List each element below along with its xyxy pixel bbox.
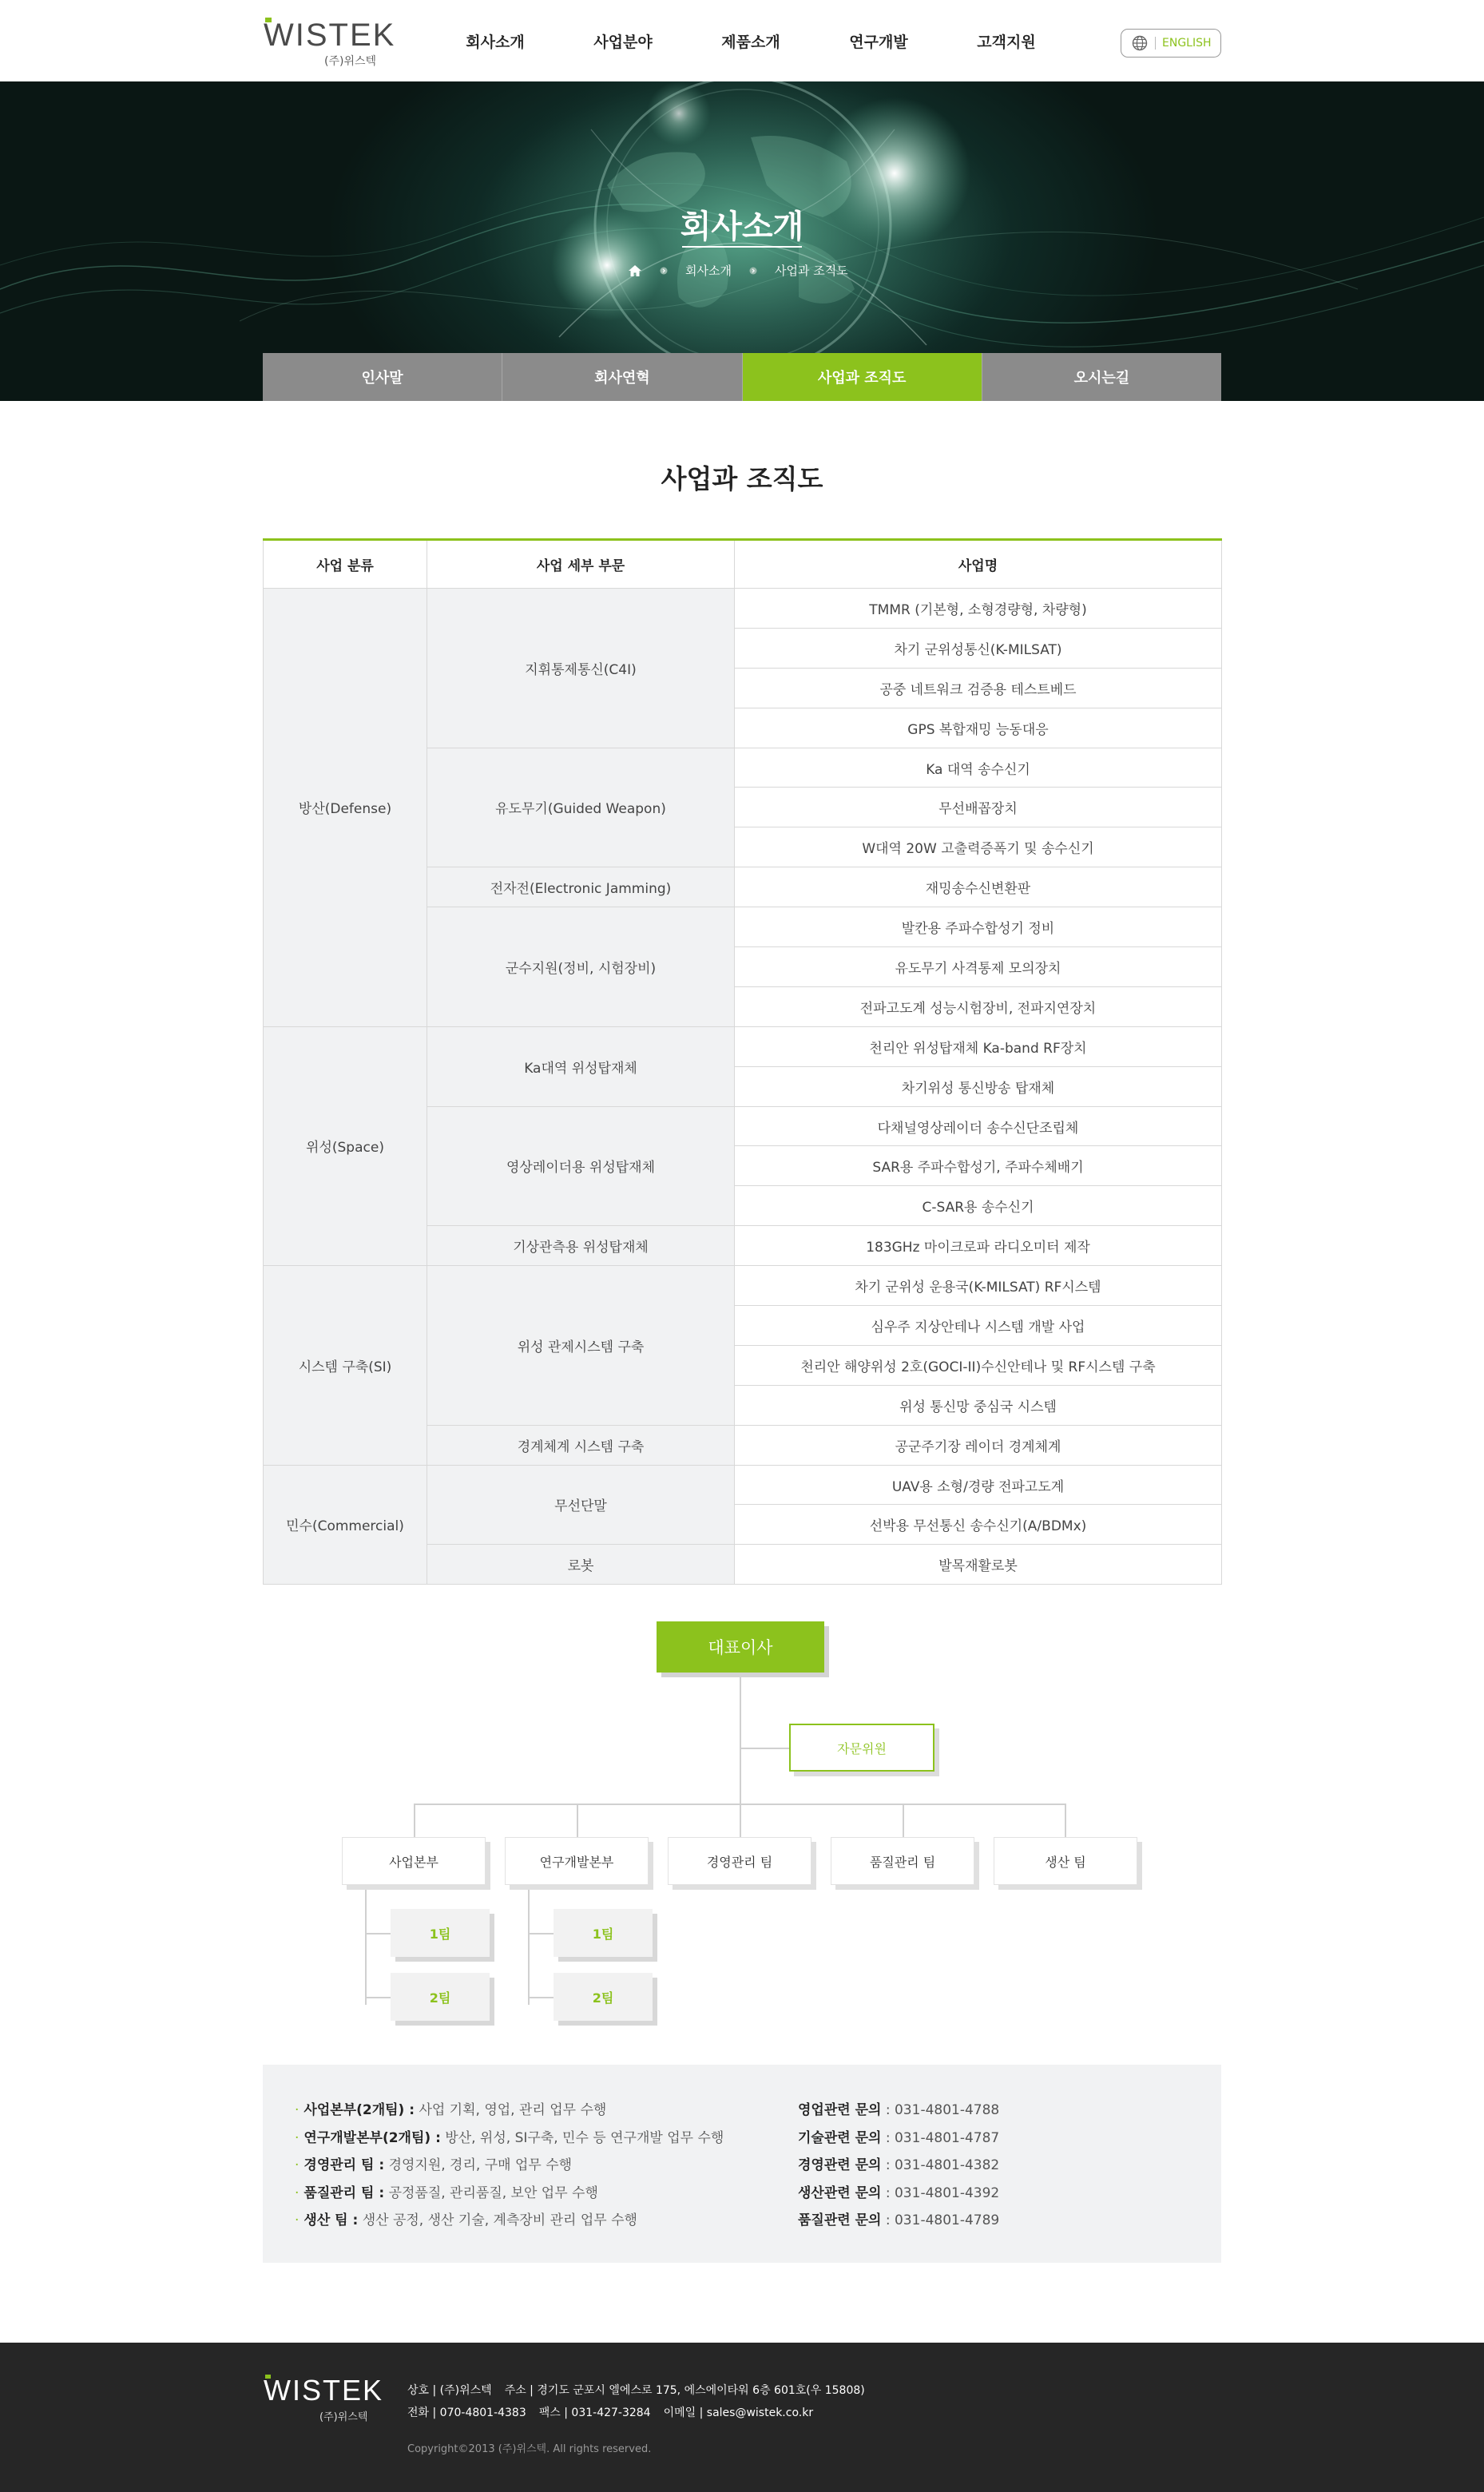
list-item: 품질관련 문의 : 031-4801-4789 [798, 2212, 1000, 2228]
department-info-box [263, 2065, 1221, 2263]
table-row [264, 1026, 1222, 1066]
department-description-list [295, 2097, 724, 2235]
business-name-cell: 천리안 위성탑재체 Ka-band RF장치 [735, 1026, 1222, 1066]
business-name-cell: 공군주기장 레이더 경계체계 [735, 1425, 1222, 1465]
site-logo[interactable] [264, 18, 396, 68]
category-cell: 방산(Defense) [264, 589, 427, 1027]
sub-division-cell: 무선단말 [427, 1465, 735, 1545]
sub-division-cell: 유도무기(Guided Weapon) [427, 748, 735, 867]
business-name-cell: Ka 대역 송수신기 [735, 748, 1222, 788]
home-icon[interactable] [628, 264, 642, 277]
sub-division-cell: 영상레이더용 위성탑재체 [427, 1106, 735, 1226]
org-connector [577, 1804, 578, 1837]
sub-division-cell: 전자전(Electronic Jamming) [427, 867, 735, 907]
business-table [263, 538, 1222, 1585]
business-name-cell: 발목재활로봇 [735, 1545, 1222, 1585]
site-header [0, 0, 1484, 81]
org-connector [365, 1997, 391, 1998]
table-row [264, 1266, 1222, 1306]
category-cell: 민수(Commercial) [264, 1465, 427, 1585]
english-label: ENGLISH [1162, 37, 1212, 50]
org-connector [528, 1885, 530, 2005]
sub-division-cell: 위성 관제시스템 구축 [427, 1266, 735, 1426]
org-team-business-2: 2팀 [391, 1973, 490, 2021]
bullet-icon: · [295, 2102, 300, 2118]
list-item: · 경영관리 팀 : 경영지원, 경리, 구매 업무 수행 [295, 2157, 573, 2173]
org-team-research-1: 1팀 [554, 1909, 653, 1957]
logo-subtitle: (주)위스텍 [324, 55, 377, 68]
table-header-row [264, 540, 1222, 589]
business-name-cell: 차기 군위성통신(K-MILSAT) [735, 628, 1222, 668]
business-name-cell: 183GHz 마이크로파 라디오미터 제작 [735, 1226, 1222, 1266]
sub-division-cell: 기상관측용 위성탑재체 [427, 1226, 735, 1266]
org-dept-management: 경영관리 팀 [668, 1837, 811, 1885]
site-footer [0, 2343, 1484, 2492]
business-name-cell: C-SAR용 송수신기 [735, 1186, 1222, 1226]
business-name-cell: SAR용 주파수합성기, 주파수체배기 [735, 1146, 1222, 1186]
org-dept-research: 연구개발본부 [505, 1837, 649, 1885]
list-item: · 생산 팀 : 생산 공정, 생산 기술, 계측장비 관리 업무 수행 [295, 2212, 637, 2228]
org-team-business-1: 1팀 [391, 1909, 490, 1957]
lang-divider [1155, 37, 1156, 50]
hero-banner [0, 81, 1484, 401]
sub-navigation-tabs [263, 353, 1221, 401]
list-item: 경영관련 문의 : 031-4801-4382 [798, 2157, 1000, 2173]
sub-division-cell: Ka대역 위성탑재체 [427, 1026, 735, 1106]
bullet-icon: · [295, 2184, 300, 2201]
business-name-cell: 무선배꼽장치 [735, 788, 1222, 827]
business-name-cell: 천리안 해양위성 2호(GOCI-II)수신안테나 및 RF시스템 구축 [735, 1345, 1222, 1385]
nav-item-research[interactable]: 연구개발 [849, 34, 908, 51]
business-name-cell: 차기위성 통신방송 탑재체 [735, 1066, 1222, 1106]
business-name-cell: 다채널영상레이더 송수신단조립체 [735, 1106, 1222, 1146]
tab-business-org[interactable]: 사업과 조직도 [743, 353, 982, 401]
org-connector [528, 1933, 554, 1934]
sub-division-cell: 로봇 [427, 1545, 735, 1585]
breadcrumb-company[interactable]: 회사소개 [685, 264, 732, 278]
header-sub-division: 사업 세부 부문 [427, 540, 735, 589]
footer-copyright: Copyright©2013 (주)위스텍. All rights reserved. [407, 2443, 652, 2455]
org-dept-production: 생산 팀 [994, 1837, 1137, 1885]
bullet-icon: · [295, 2129, 300, 2146]
nav-item-products[interactable]: 제품소개 [721, 34, 780, 51]
nav-item-company[interactable]: 회사소개 [466, 34, 525, 51]
list-item: 영업관련 문의 : 031-4801-4788 [798, 2102, 1000, 2118]
header-category: 사업 분류 [264, 540, 427, 589]
header-business-name: 사업명 [735, 540, 1222, 589]
nav-item-support[interactable]: 고객지원 [977, 34, 1036, 51]
sub-division-cell: 경계체계 시스템 구축 [427, 1425, 735, 1465]
breadcrumb-separator-icon [749, 267, 757, 275]
business-name-cell: 차기 군위성 운용국(K-MILSAT) RF시스템 [735, 1266, 1222, 1306]
business-name-cell: GPS 복합재밍 능동대응 [735, 708, 1222, 748]
business-name-cell: 공중 네트워크 검증용 테스트베드 [735, 668, 1222, 708]
bullet-icon: · [295, 2157, 300, 2173]
globe-icon [1131, 34, 1149, 52]
category-cell: 시스템 구축(SI) [264, 1266, 427, 1465]
footer-email[interactable]: 이메일 | sales@wistek.co.kr [663, 2407, 814, 2419]
table-row [264, 589, 1222, 629]
business-name-cell: 위성 통신망 중심국 시스템 [735, 1385, 1222, 1425]
logo-wordmark: WISTEK [264, 18, 396, 53]
list-item: 기술관련 문의 : 031-4801-4787 [798, 2129, 1000, 2146]
footer-fax: 팩스 | 031-427-3284 [538, 2407, 651, 2419]
contact-list [798, 2097, 999, 2235]
main-nav [431, 30, 1070, 52]
footer-address: 주소 | 경기도 군포시 엘에스로 175, 에스에이타워 6층 601호(우 15808) [504, 2384, 865, 2397]
org-dept-quality: 품질관리 팀 [831, 1837, 974, 1885]
org-advisor-box: 자문위원 [789, 1724, 934, 1772]
breadcrumb [628, 262, 848, 279]
business-name-cell: 심우주 지상안테나 시스템 개발 사업 [735, 1306, 1222, 1346]
business-name-cell: UAV용 소형/경량 전파고도계 [735, 1465, 1222, 1505]
breadcrumb-separator-icon [660, 267, 668, 275]
hero-title-underline [682, 246, 802, 248]
footer-logo-subtitle: (주)위스텍 [319, 2411, 368, 2423]
hero-title: 회사소개 [680, 208, 804, 245]
bullet-icon: · [295, 2212, 300, 2228]
table-row [264, 1465, 1222, 1505]
business-name-cell: 선박용 무선통신 송수신기(A/BDMx) [735, 1505, 1222, 1545]
org-connector [740, 1748, 789, 1749]
footer-phone: 전화 | 070-4801-4383 [407, 2407, 526, 2419]
org-dept-business: 사업본부 [342, 1837, 486, 1885]
footer-company-info [407, 2379, 865, 2424]
footer-logo [264, 2374, 384, 2424]
page-title: 사업과 조직도 [661, 463, 823, 494]
nav-item-business[interactable]: 사업분야 [593, 34, 653, 51]
org-team-research-2: 2팀 [554, 1973, 653, 2021]
list-item: · 사업본부(2개팀) : 사업 기획, 영업, 관리 업무 수행 [295, 2102, 607, 2118]
footer-company-name: 상호 | (주)위스텍 [407, 2384, 492, 2397]
business-name-cell: 발칸용 주파수합성기 정비 [735, 907, 1222, 947]
business-name-cell: 전파고도계 성능시험장비, 전파지연장치 [735, 986, 1222, 1026]
org-chart [0, 1605, 1484, 2053]
business-name-cell: TMMR (기본형, 소형경량형, 차량형) [735, 589, 1222, 629]
business-name-cell: 유도무기 사격통제 모의장치 [735, 947, 1222, 987]
breadcrumb-current[interactable]: 사업과 조직도 [774, 264, 848, 278]
sub-division-cell: 군수지원(정비, 시험장비) [427, 907, 735, 1027]
tab-greeting[interactable]: 인사말 [263, 353, 502, 401]
business-table-body [264, 589, 1222, 1585]
category-cell: 위성(Space) [264, 1026, 427, 1265]
org-connector [903, 1804, 904, 1837]
footer-logo-wordmark: WISTEK [264, 2374, 384, 2407]
org-connector [414, 1804, 415, 1837]
org-connector [365, 1933, 391, 1934]
list-item: 생산관련 문의 : 031-4801-4392 [798, 2184, 1000, 2201]
org-connector [1065, 1804, 1066, 1837]
english-button[interactable] [1121, 29, 1221, 58]
business-name-cell: W대역 20W 고출력증폭기 및 송수신기 [735, 827, 1222, 867]
org-connector [740, 1673, 741, 1813]
list-item: · 품질관리 팀 : 공정품질, 관리품질, 보안 업무 수행 [295, 2184, 598, 2201]
org-connector [365, 1885, 367, 2005]
org-connector [528, 1997, 554, 1998]
org-ceo-box: 대표이사 [657, 1621, 824, 1673]
tab-directions[interactable]: 오시는길 [982, 353, 1221, 401]
tab-history[interactable]: 회사연혁 [502, 353, 742, 401]
org-connector [740, 1804, 741, 1837]
sub-division-cell: 지휘통제통신(C4I) [427, 589, 735, 748]
list-item: · 연구개발본부(2개팀) : 방산, 위성, SI구축, 민수 등 연구개발 업무 수행 [295, 2129, 724, 2146]
business-name-cell: 재밍송수신변환판 [735, 867, 1222, 907]
